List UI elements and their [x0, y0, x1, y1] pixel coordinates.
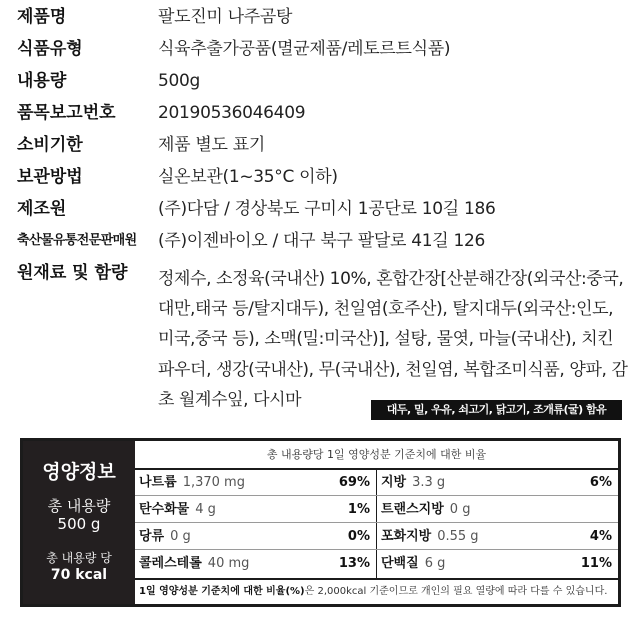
nutrient-name: 나트륨 — [139, 475, 177, 490]
nutrition-summary-panel — [23, 441, 135, 604]
ingredients-line: 정제수, 소정육(국내산) 10%, 혼합간장[산분해간장(외국산:중국, — [158, 269, 624, 289]
nutrient-amount: 40 mg — [207, 556, 250, 571]
nutrient-percent: 4% — [589, 529, 612, 544]
nutrition-title: 영양정보 — [42, 461, 116, 483]
value-manufacturer: (주)다담 / 경상북도 구미시 1공단로 10길 186 — [158, 199, 496, 219]
value-product-name: 팔도진미 나주곰탕 — [158, 7, 293, 27]
nutrient-name: 포화지방 — [381, 529, 432, 544]
nutrient-name: 콜레스테롤 — [139, 556, 202, 571]
nutrient-amount: 6 g — [424, 556, 446, 571]
label-ingredients: 원재료 및 함량 — [17, 263, 128, 283]
nutrient-name: 탄수화물 — [139, 502, 190, 517]
value-food-type: 식육추출가공품(멸균제품/레토르트식품) — [158, 39, 451, 59]
nutrient-cell — [135, 553, 376, 575]
label-expiry: 소비기한 — [17, 135, 83, 155]
nutrition-table-header: 총 내용량당 1일 영양성분 기준치에 대한 비율 — [135, 441, 618, 470]
nutrient-cell — [377, 553, 618, 575]
value-expiry: 제품 별도 표기 — [158, 135, 265, 155]
nutrient-cell — [135, 472, 376, 494]
nutrient-name: 지방 — [381, 475, 407, 490]
nutrient-amount: 0 g — [449, 502, 471, 517]
row-divider — [135, 549, 618, 550]
nutrition-footnote — [135, 578, 618, 604]
nutrition-table — [135, 441, 618, 604]
label-report-number: 품목보고번호 — [17, 103, 116, 123]
nutrient-cell — [135, 526, 376, 548]
nutrient-percent: 1% — [347, 502, 370, 517]
nutrient-percent: 13% — [338, 556, 370, 571]
nutrient-percent: 6% — [589, 475, 612, 490]
row-divider — [135, 495, 618, 496]
nutrient-cell — [377, 499, 618, 521]
nutrient-amount: 1,370 mg — [182, 475, 245, 490]
calories-value: 70 kcal — [50, 567, 108, 583]
nutrition-facts-box — [20, 438, 621, 607]
label-storage: 보관방법 — [17, 167, 83, 187]
label-net-content: 내용량 — [17, 71, 67, 91]
nutrient-amount: 4 g — [195, 502, 216, 517]
value-distributor: (주)이젠바이오 / 대구 북구 팔달로 41길 126 — [158, 231, 486, 251]
nutrient-cell — [377, 472, 618, 494]
nutrient-name: 단백질 — [381, 556, 419, 571]
value-report-number: 20190536046409 — [158, 103, 306, 123]
per-total-label: 총 내용량 당 — [46, 551, 112, 565]
value-net-content: 500g — [158, 71, 201, 91]
total-content-label: 총 내용량 — [47, 497, 111, 515]
nutrient-cell — [377, 526, 618, 548]
allergen-badge: 대두, 밀, 우유, 쇠고기, 닭고기, 조개류(굴) 함유 — [371, 400, 622, 420]
label-manufacturer: 제조원 — [17, 199, 67, 219]
footnote-bold: 1일 영양성분 기준치에 대한 비율(%) — [139, 586, 305, 597]
nutrient-name: 트랜스지방 — [381, 502, 444, 517]
nutrient-cell — [135, 499, 376, 521]
nutrient-amount: 3.3 g — [412, 475, 446, 490]
nutrient-percent: 0% — [347, 529, 370, 544]
footnote-text: 은 2,000kcal 기준이므로 개인의 필요 열량에 따라 다를 수 있습니다. — [304, 586, 608, 597]
label-product-name: 제품명 — [17, 7, 67, 27]
label-food-type: 식품유형 — [17, 39, 83, 59]
nutrient-amount: 0 g — [170, 529, 191, 544]
nutrient-percent: 11% — [580, 556, 612, 571]
row-divider — [135, 522, 618, 523]
nutrient-name: 당류 — [139, 529, 165, 544]
ingredients-line: 미국,중국 등), 소맥(밀:미국산)], 설탕, 물엿, 마늘(국내산), 치킨 — [158, 329, 614, 350]
nutrient-amount: 0.55 g — [437, 529, 479, 544]
ingredients-line: 파우더, 생강(국내산), 무(국내산), 천일염, 복합조미식품, 양파, 감 — [158, 359, 628, 380]
ingredients-line: 대만,태국 등/탈지대두), 천일염(호주산), 탈지대두(외국산:인도, — [158, 299, 614, 320]
total-content-value: 500 g — [57, 515, 101, 533]
value-storage: 실온보관(1~35°C 이하) — [158, 167, 338, 187]
ingredients-line: 초 월계수잎, 다시마 — [158, 389, 302, 410]
nutrient-percent: 69% — [338, 475, 370, 490]
label-distributor: 축산물유통전문판매원 — [17, 233, 137, 248]
ingredients-text — [158, 264, 628, 415]
